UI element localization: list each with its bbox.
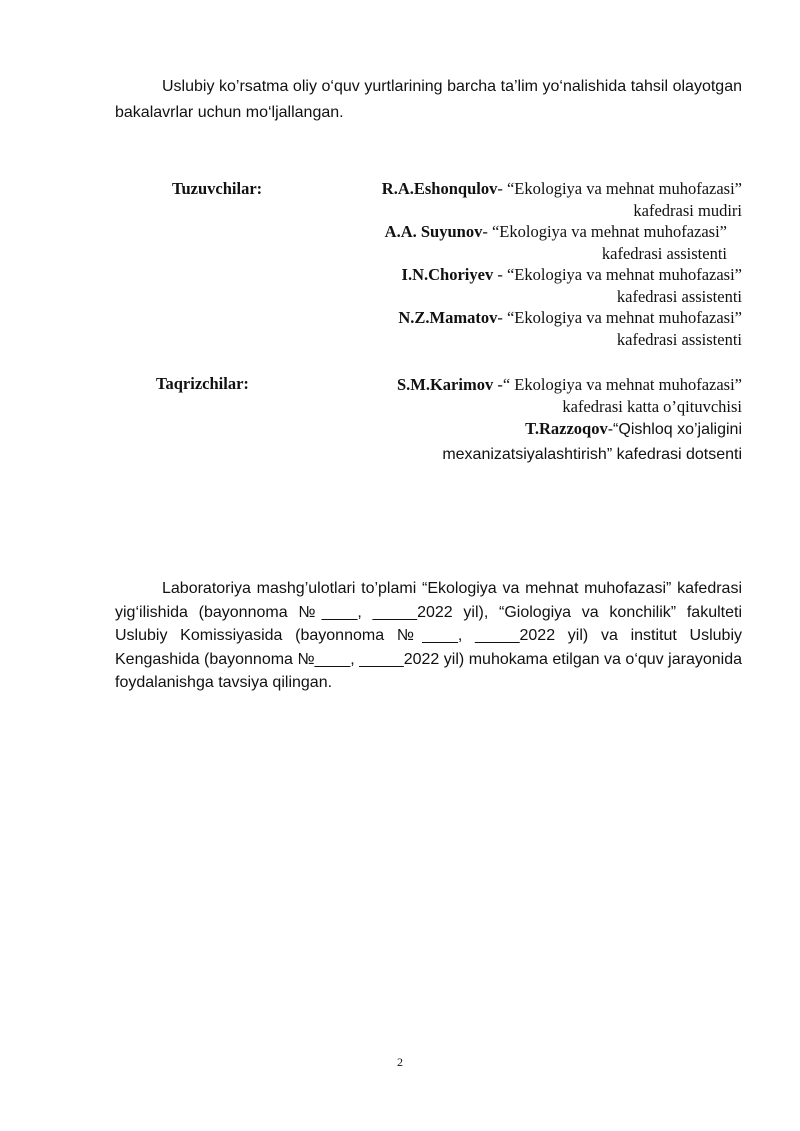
reviewer-entry bbox=[362, 374, 742, 417]
reviewer-description: -“ Ekologiya va mehnat muhofazasi” kafedrasi katta o’qituvchisi bbox=[493, 375, 742, 416]
reviewer-description: -“Qishloq xo’jaligini mexanizatsiyalashtirish” kafedrasi dotsenti bbox=[442, 421, 742, 463]
author-description: - “Ekologiya va mehnat muhofazasi” kafedrasi assistenti bbox=[493, 265, 742, 306]
approval-paragraph: Laboratoriya mashg’ulotlari to’plami “Ekologiya va mehnat muhofazasi” kafedrasi yig‘ilishida (bayonnoma №____, _____2022 yil), “Giologiya va konchilik” fakulteti Uslubiy Komissiyasida (bayonnoma №____, _____2022 yil) va institut Uslubiy Kengashida (bayonnoma №____, _____2022 yil) muhokama etilgan va o‘quv jarayonida foydalanishga tavsiya qilingan. bbox=[115, 580, 742, 691]
author-description: - “Ekologiya va mehnat muhofazasi” kafedrasi assistenti bbox=[482, 222, 727, 263]
reviewer-entry bbox=[362, 417, 742, 467]
author-description: - “Ekologiya va mehnat muhofazasi” kafedrasi mudiri bbox=[497, 179, 742, 220]
author-name: I.N.Choriyev bbox=[401, 265, 494, 284]
page-number: 2 bbox=[397, 1055, 403, 1069]
author-entry bbox=[362, 221, 742, 264]
author-name: R.A.Eshonqulov bbox=[381, 179, 498, 198]
author-entry bbox=[362, 264, 742, 307]
reviewers-label: Taqrizchilar: bbox=[156, 374, 249, 393]
author-name: N.Z.Mamatov bbox=[398, 308, 498, 327]
reviewer-name: T.Razzoqov bbox=[525, 419, 608, 438]
author-name: A.A. Suyunov bbox=[384, 222, 483, 241]
author-description: - “Ekologiya va mehnat muhofazasi” kafedrasi assistenti bbox=[497, 308, 742, 349]
author-entry bbox=[362, 307, 742, 350]
authors-label: Tuzuvchilar: bbox=[172, 179, 263, 198]
reviewer-name: S.M.Karimov bbox=[396, 375, 494, 394]
reviewers-list bbox=[362, 374, 742, 467]
author-entry bbox=[362, 178, 742, 221]
authors-list bbox=[362, 178, 742, 350]
intro-paragraph: Uslubiy ko’rsatma oliy o‘quv yurtlarining barcha ta’lim yo‘nalishida tahsil olayotgan bakalavrlar uchun mo‘ljallangan. bbox=[115, 78, 742, 121]
